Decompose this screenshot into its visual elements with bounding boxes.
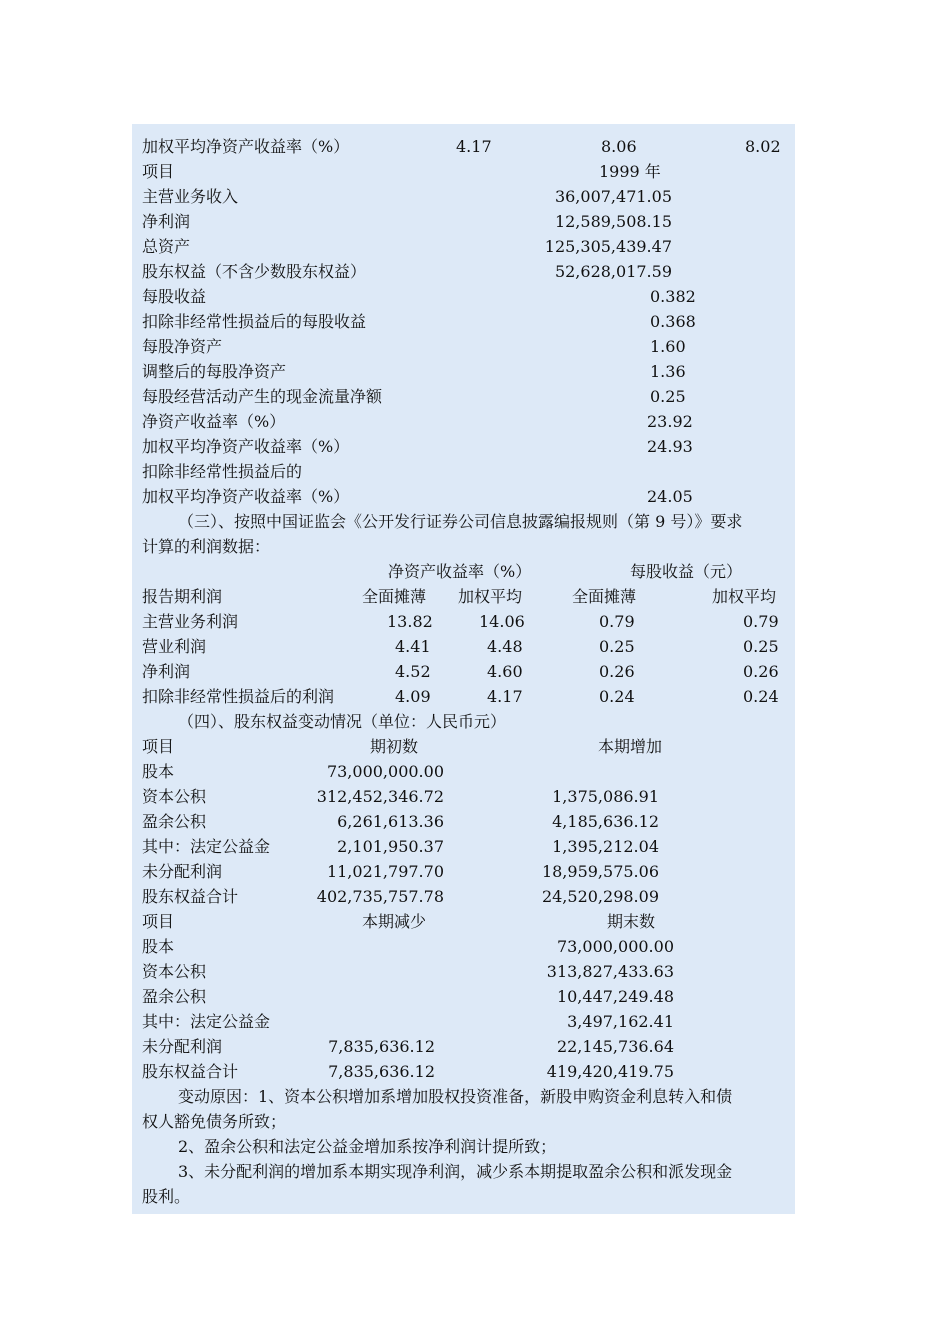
- value-cell: 419,420,419.75: [546, 1062, 674, 1081]
- row-label: 加权平均净资产收益率（%）: [142, 137, 350, 156]
- row-label: 股东权益（不含少数股东权益）: [142, 262, 367, 281]
- value-cell: 4.09: [395, 687, 431, 706]
- table-row: [142, 334, 790, 359]
- row-label: 加权平均净资产收益率（%）: [142, 487, 350, 506]
- value-cell: 0.25: [743, 637, 779, 656]
- year-header: 1999 年: [599, 162, 661, 181]
- row-label: 未分配利润: [142, 1037, 223, 1056]
- table-row: [142, 1059, 790, 1084]
- section-heading-cont: [142, 534, 790, 559]
- value-cell: 0.79: [743, 612, 779, 631]
- column-header-row: [142, 584, 790, 609]
- value-cell: 402,735,757.78: [316, 887, 444, 906]
- table-row: [142, 959, 790, 984]
- value-cell: 73,000,000.00: [326, 762, 444, 781]
- value-cell: 7,835,636.12: [328, 1037, 435, 1056]
- row-label: 每股净资产: [142, 337, 223, 356]
- column-header-row: [142, 909, 790, 934]
- value-cell: 0.24: [743, 687, 779, 706]
- column-header: 全面摊薄: [572, 587, 637, 606]
- table-row: [142, 234, 790, 259]
- table-row: [142, 634, 790, 659]
- column-header: 期初数: [370, 737, 419, 756]
- value-cell: 125,305,439.47: [544, 237, 672, 256]
- value-cell: 0.26: [743, 662, 779, 681]
- heading-text: （四）、股东权益变动情况（单位：人民币元）: [178, 712, 507, 731]
- row-label: 总资产: [142, 237, 191, 256]
- table-row: [142, 359, 790, 384]
- column-header: 项目: [142, 737, 175, 756]
- value-cell: 4,185,636.12: [552, 812, 659, 831]
- table-row: [142, 759, 790, 784]
- note-paragraph: [142, 1134, 790, 1159]
- value-cell: 4.48: [487, 637, 523, 656]
- row-label: 每股经营活动产生的现金流量净额: [142, 387, 383, 406]
- row-label: 股本: [142, 762, 175, 781]
- value-cell: 4.17: [456, 137, 492, 156]
- table-row: [142, 284, 790, 309]
- value-cell: 0.26: [599, 662, 635, 681]
- table-row: [142, 1009, 790, 1034]
- note-text: 变动原因：1、资本公积增加系增加股权投资准备，新股申购资金利息转入和债: [178, 1087, 733, 1106]
- table-row: [142, 659, 790, 684]
- value-cell: 4.41: [395, 637, 431, 656]
- value-cell: 24.93: [647, 437, 693, 456]
- column-header: 加权平均: [712, 587, 777, 606]
- value-cell: 36,007,471.05: [554, 187, 672, 206]
- note-paragraph-cont: [142, 1184, 790, 1209]
- heading-text: 计算的利润数据：: [142, 537, 271, 556]
- row-label: 净资产收益率（%）: [142, 412, 286, 431]
- value-cell: 14.06: [479, 612, 525, 631]
- column-header: 本期增加: [598, 737, 663, 756]
- row-label: 其中：法定公益金: [142, 1012, 271, 1031]
- row-label: 主营业务收入: [142, 187, 239, 206]
- value-cell: 52,628,017.59: [554, 262, 672, 281]
- note-paragraph-cont: [142, 1109, 790, 1134]
- value-cell: 24,520,298.09: [541, 887, 659, 906]
- table-row: [142, 1034, 790, 1059]
- value-cell: 73,000,000.00: [556, 937, 674, 956]
- value-cell: 24.05: [647, 487, 693, 506]
- row-label: 股本: [142, 937, 175, 956]
- value-cell: 0.79: [599, 612, 635, 631]
- column-header: 加权平均: [458, 587, 523, 606]
- row-label: 净利润: [142, 212, 191, 231]
- note-text: 3、未分配利润的增加系本期实现净利润，减少系本期提取盈余公积和派发现金: [178, 1162, 733, 1181]
- table-row: [142, 884, 790, 909]
- row-label: 营业利润: [142, 637, 207, 656]
- section-heading: [142, 509, 790, 534]
- value-cell: 8.02: [745, 137, 781, 156]
- column-header: 报告期利润: [142, 587, 223, 606]
- row-label: 股东权益合计: [142, 1062, 239, 1081]
- value-cell: 13.82: [387, 612, 433, 631]
- value-cell: 1.36: [650, 362, 686, 381]
- table-row: [142, 784, 790, 809]
- value-cell: 0.24: [599, 687, 635, 706]
- row-label: 资本公积: [142, 787, 207, 806]
- table-row: [142, 309, 790, 334]
- table-row: [142, 484, 790, 509]
- value-cell: 3,497,162.41: [567, 1012, 674, 1031]
- row-label: 股东权益合计: [142, 887, 239, 906]
- row-label: 盈余公积: [142, 812, 207, 831]
- column-header: 本期减少: [362, 912, 427, 931]
- group-header-row: [142, 559, 790, 584]
- column-header: 全面摊薄: [362, 587, 427, 606]
- value-cell: 0.25: [650, 387, 686, 406]
- value-cell: 4.60: [487, 662, 523, 681]
- value-cell: 1,395,212.04: [552, 837, 659, 856]
- document-page: [132, 124, 795, 1214]
- value-cell: 11,021,797.70: [326, 862, 444, 881]
- table-row: [142, 984, 790, 1009]
- row-label: 每股收益: [142, 287, 207, 306]
- heading-text: （三）、按照中国证监会《公开发行证券公司信息披露编报规则（第 9 号）》要求: [178, 512, 743, 531]
- group-header-roe: 净资产收益率（%）: [388, 562, 532, 581]
- column-header: 项目: [142, 162, 175, 181]
- row-label: 盈余公积: [142, 987, 207, 1006]
- note-paragraph: [142, 1159, 790, 1184]
- column-header: 期末数: [607, 912, 656, 931]
- table-row: [142, 434, 790, 459]
- value-cell: 4.52: [395, 662, 431, 681]
- value-cell: 22,145,736.64: [556, 1037, 674, 1056]
- value-cell: 6,261,613.36: [337, 812, 444, 831]
- table-row: [142, 409, 790, 434]
- value-cell: 1.60: [650, 337, 686, 356]
- value-cell: 8.06: [601, 137, 637, 156]
- group-header-eps: 每股收益（元）: [630, 562, 743, 581]
- note-paragraph: [142, 1084, 790, 1109]
- value-cell: 12,589,508.15: [554, 212, 672, 231]
- table-row: [142, 209, 790, 234]
- value-cell: 10,447,249.48: [556, 987, 674, 1006]
- table-row: [142, 859, 790, 884]
- table-row: [142, 384, 790, 409]
- value-cell: 18,959,575.06: [541, 862, 659, 881]
- row-label: 调整后的每股净资产: [142, 362, 287, 381]
- row-label: 扣除非经常性损益后的每股收益: [142, 312, 367, 331]
- note-text: 权人豁免债务所致；: [142, 1112, 287, 1131]
- value-cell: 0.25: [599, 637, 635, 656]
- row-label: 主营业务利润: [142, 612, 239, 631]
- column-header: 项目: [142, 912, 175, 931]
- row-label: 扣除非经常性损益后的: [142, 462, 303, 481]
- table-row: [142, 259, 790, 284]
- table-row: [142, 609, 790, 634]
- table-row: [142, 684, 790, 709]
- row-label: 加权平均净资产收益率（%）: [142, 437, 350, 456]
- section-heading: [142, 709, 790, 734]
- value-cell: 0.382: [650, 287, 696, 306]
- table-row: [142, 809, 790, 834]
- table-1999-header: [142, 159, 790, 184]
- value-cell: 7,835,636.12: [328, 1062, 435, 1081]
- value-cell: 2,101,950.37: [337, 837, 444, 856]
- row-label: 扣除非经常性损益后的利润: [142, 687, 335, 706]
- table-row: [142, 934, 790, 959]
- row-label: 未分配利润: [142, 862, 223, 881]
- row-label: 净利润: [142, 662, 191, 681]
- note-text: 股利。: [142, 1187, 191, 1206]
- table-row: [142, 459, 790, 484]
- value-cell: 4.17: [487, 687, 523, 706]
- row-label: 资本公积: [142, 962, 207, 981]
- value-cell: 23.92: [647, 412, 693, 431]
- summary-row: [142, 134, 790, 159]
- table-row: [142, 184, 790, 209]
- row-label: 其中：法定公益金: [142, 837, 271, 856]
- value-cell: 313,827,433.63: [546, 962, 674, 981]
- value-cell: 0.368: [650, 312, 696, 331]
- table-row: [142, 834, 790, 859]
- value-cell: 312,452,346.72: [316, 787, 444, 806]
- column-header-row: [142, 734, 790, 759]
- note-text: 2、盈余公积和法定公益金增加系按净利润计提所致；: [178, 1137, 557, 1156]
- value-cell: 1,375,086.91: [552, 787, 659, 806]
